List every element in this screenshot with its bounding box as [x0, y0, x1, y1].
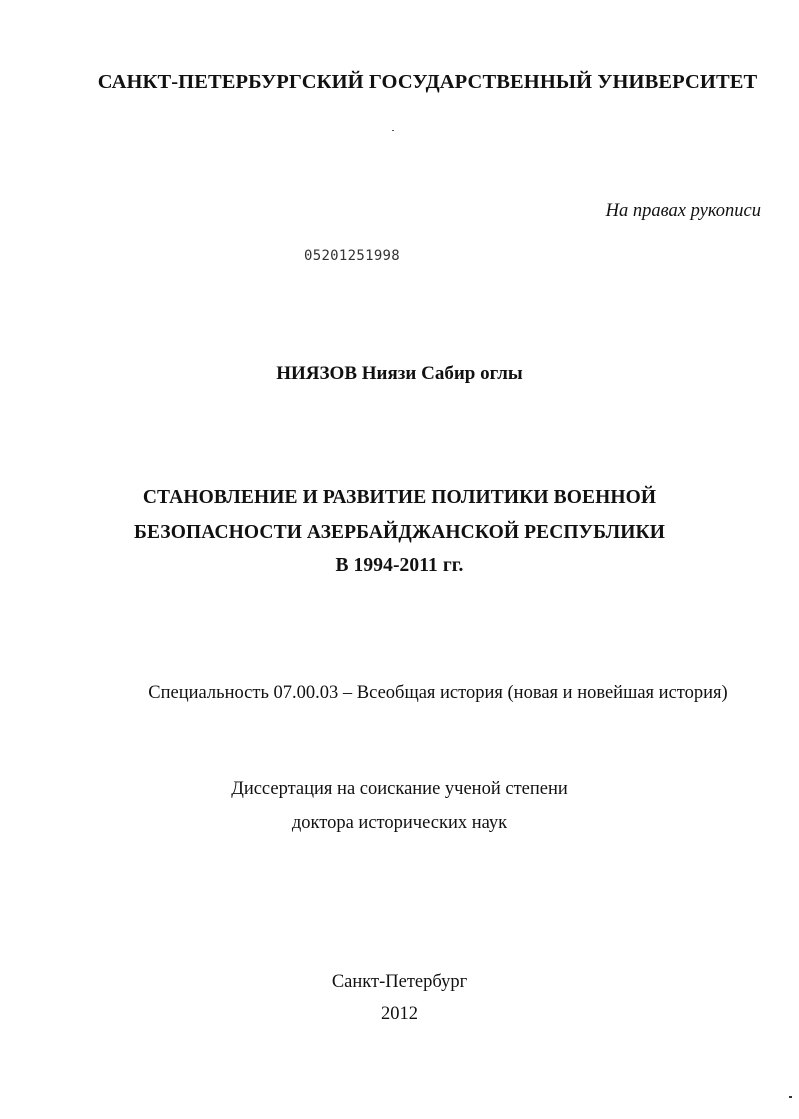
scan-speck [392, 130, 394, 131]
scan-corner-mark [789, 1096, 792, 1098]
dissertation-line: Диссертация на соискание ученой степени [231, 779, 568, 799]
thesis-title-line-3: В 1994-2011 гг. [335, 555, 464, 576]
thesis-title-line-2: БЕЗОПАСНОСТИ АЗЕРБАЙДЖАНСКОЙ РЕСПУБЛИКИ [133, 522, 666, 543]
catalog-code: 05201251998 [304, 248, 401, 264]
year: 2012 [381, 1004, 418, 1024]
city: Санкт-Петербург [331, 972, 468, 992]
degree-line: доктора исторических наук [291, 813, 508, 833]
author-name: НИЯЗОВ Ниязи Сабир оглы [276, 363, 523, 384]
specialty-line: Специальность 07.00.03 – Всеобщая история (новая и новейшая история) [148, 683, 728, 703]
thesis-title-line-1: СТАНОВЛЕНИЕ И РАЗВИТИЕ ПОЛИТИКИ ВОЕННОЙ [142, 487, 657, 508]
manuscript-rights-note: На правах рукописи [605, 201, 761, 221]
university-name: САНКТ-ПЕТЕРБУРГСКИЙ ГОСУДАРСТВЕННЫЙ УНИВЕРСИТЕТ [97, 71, 758, 93]
